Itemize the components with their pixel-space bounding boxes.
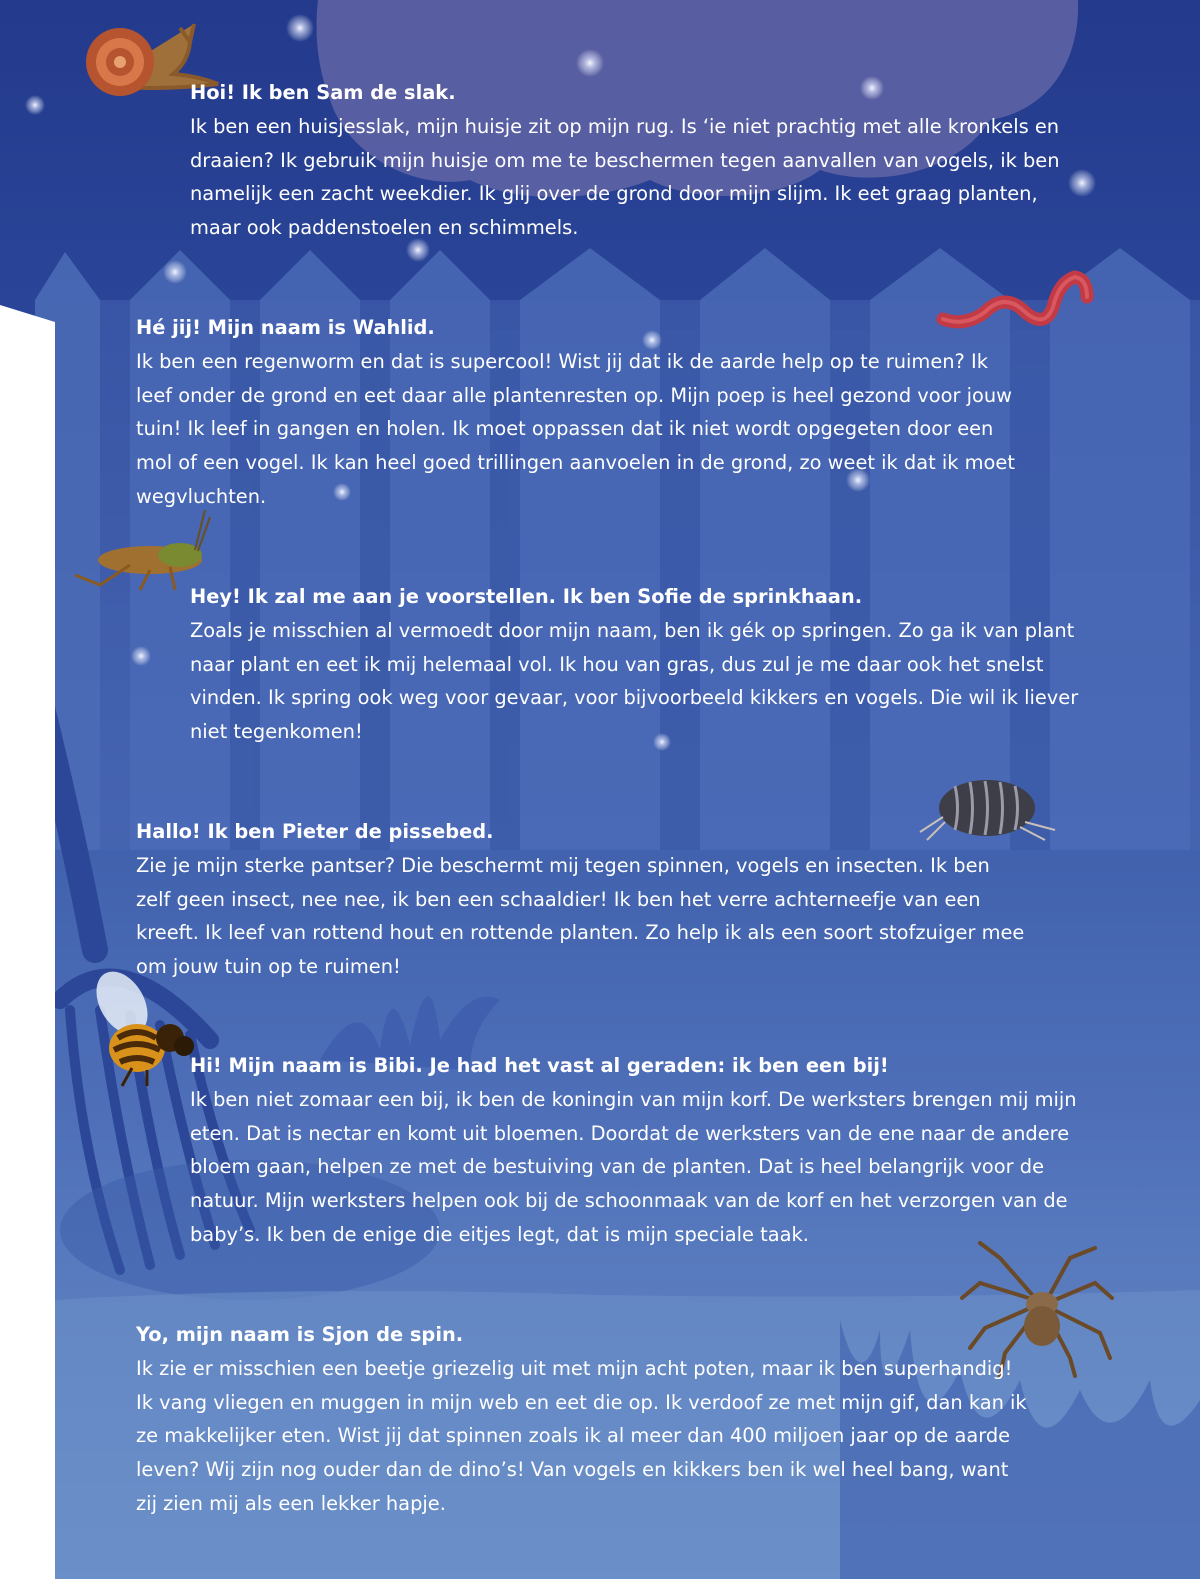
bee-title: Hi! Mijn naam is Bibi. Je had het vast al geraden: ik ben een bij!	[190, 1054, 889, 1077]
worm-intro	[136, 311, 1136, 514]
snail-title: Hoi! Ik ben Sam de slak.	[190, 81, 456, 104]
grasshopper-text: Zoals je misschien al vermoedt door mijn naam, ben ik gék op springen. Zo ga ik van plant naar plant en eet ik mij helemaal vol. Ik hou van gras, dus zul je me daar ook het snelst vinden. Ik spring ook weg voor gevaar, voor bijvoorbeeld kikkers en vogels. Die wil ik liever niet tegenkomen!	[190, 618, 1079, 744]
bee-icon	[92, 968, 202, 1088]
snail-text: Ik ben een huisjesslak, mijn huisje zit op mijn rug. Is ‘ie niet prachtig met alle kronkels en draaien? Ik gebruik mijn huisje om me te beschermen tegen aanvallen van vogels, ik ben namelijk een zacht weekdier. Ik glij over de grond door mijn slijm. Ik eet graag planten, maar ook paddenstoelen en schimmels.	[190, 114, 1060, 240]
snail-intro	[190, 76, 1150, 245]
woodlouse-text: Zie je mijn sterke pantser? Die beschermt mij tegen spinnen, vogels en insecten. Ik ben zelf geen insect, nee nee, ik ben een schaaldier! Ik ben het verre achterneefje van een kreeft. Ik leef van rottend hout en rottende planten. Zo help ik als een soort stofzuiger mee om jouw tuin op te ruimen!	[136, 853, 1025, 979]
woodlouse-title: Hallo! Ik ben Pieter de pissebed.	[136, 820, 494, 843]
bee-intro	[190, 1049, 1150, 1252]
grasshopper-title: Hey! Ik zal me aan je voorstellen. Ik ben Sofie de sprinkhaan.	[190, 585, 863, 608]
spider-intro	[136, 1318, 1136, 1521]
woodlouse-intro	[136, 815, 1136, 984]
worm-text: Ik ben een regenworm en dat is supercool! Wist jij dat ik de aarde help op te ruimen? Ik leef onder de grond en eet daar alle plantenresten op. Mijn poep is heel gezond voor jouw tuin! Ik leef in gangen en holen. Ik moet oppassen dat ik niet wordt opgegeten door een mol of een vogel. Ik kan heel goed trillingen aanvoelen in de grond, zo weet ik dat ik moet wegvluchten.	[136, 349, 1015, 508]
spider-text: Ik zie er misschien een beetje griezelig uit met mijn acht poten, maar ik ben superhandig! Ik vang vliegen en muggen in mijn web en eet die op. Ik verdoof ze met mijn gif, dan kan ik ze makkelijker eten. Wist jij dat spinnen zoals ik al meer dan 400 miljoen jaar op de aarde leven? Wij zijn nog ouder dan de dino’s! Van vogels en kikkers ben ik wel heel bang, want zij zien mij als een lekker hapje.	[136, 1356, 1027, 1515]
white-margin	[0, 0, 55, 1579]
grasshopper-intro	[190, 580, 1150, 749]
bee-text: Ik ben niet zomaar een bij, ik ben de koningin van mijn korf. De werksters brengen mij mijn eten. Dat is nectar en komt uit bloemen. Doordat de werksters van de ene naar de andere bloem gaan, helpen ze met de bestuiving van de planten. Dat is heel belangrijk voor de natuur. Mijn werksters helpen ook bij de schoonmaak van de korf en het verzorgen van de baby’s. Ik ben de enige die eitjes legt, dat is mijn speciale taak.	[190, 1087, 1077, 1246]
worm-title: Hé jij! Mijn naam is Wahlid.	[136, 316, 435, 339]
spider-title: Yo, mijn naam is Sjon de spin.	[136, 1323, 464, 1346]
